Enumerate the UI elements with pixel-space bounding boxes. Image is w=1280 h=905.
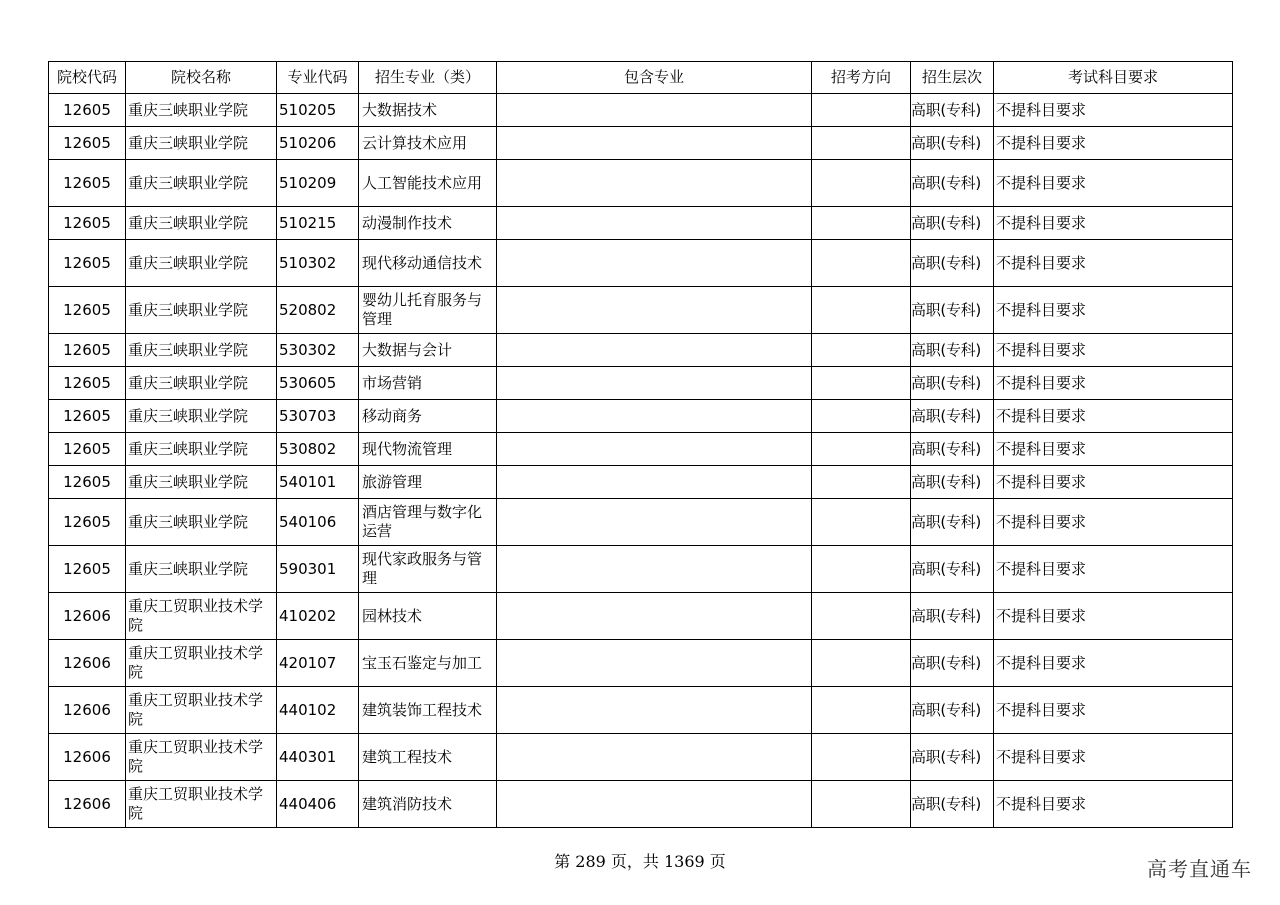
major-cell: 旅游管理 bbox=[359, 466, 497, 499]
level-cell: 高职(专科) bbox=[911, 367, 994, 400]
level-cell: 高职(专科) bbox=[911, 94, 994, 127]
table-row bbox=[49, 546, 1233, 593]
table-row bbox=[49, 433, 1233, 466]
major-cell: 现代物流管理 bbox=[359, 433, 497, 466]
header-row bbox=[49, 62, 1233, 94]
level-cell: 高职(专科) bbox=[911, 433, 994, 466]
direction-cell bbox=[812, 640, 911, 687]
major-cell: 市场营销 bbox=[359, 367, 497, 400]
included-majors-cell bbox=[497, 433, 812, 466]
included-majors-cell bbox=[497, 466, 812, 499]
direction-cell bbox=[812, 367, 911, 400]
included-majors-cell bbox=[497, 367, 812, 400]
header-requirement: 考试科目要求 bbox=[994, 62, 1233, 94]
direction-cell bbox=[812, 546, 911, 593]
school-code-cell: 12605 bbox=[49, 433, 126, 466]
table-row bbox=[49, 781, 1233, 828]
direction-cell bbox=[812, 687, 911, 734]
major-code-cell: 510215 bbox=[277, 207, 359, 240]
major-code-cell: 590301 bbox=[277, 546, 359, 593]
school-code-cell: 12605 bbox=[49, 334, 126, 367]
header-level: 招生层次 bbox=[911, 62, 994, 94]
school-name-cell: 重庆三峡职业学院 bbox=[126, 160, 277, 207]
school-name-cell: 重庆三峡职业学院 bbox=[126, 499, 277, 546]
table-row bbox=[49, 334, 1233, 367]
direction-cell bbox=[812, 207, 911, 240]
school-code-cell: 12605 bbox=[49, 367, 126, 400]
major-code-cell: 410202 bbox=[277, 593, 359, 640]
requirement-cell: 不提科目要求 bbox=[994, 433, 1233, 466]
table-row bbox=[49, 734, 1233, 781]
included-majors-cell bbox=[497, 127, 812, 160]
direction-cell bbox=[812, 499, 911, 546]
direction-cell bbox=[812, 781, 911, 828]
school-code-cell: 12605 bbox=[49, 466, 126, 499]
school-name-cell: 重庆三峡职业学院 bbox=[126, 287, 277, 334]
major-code-cell: 440301 bbox=[277, 734, 359, 781]
major-code-cell: 510209 bbox=[277, 160, 359, 207]
major-cell: 大数据技术 bbox=[359, 94, 497, 127]
included-majors-cell bbox=[497, 207, 812, 240]
level-cell: 高职(专科) bbox=[911, 466, 994, 499]
major-code-cell: 440102 bbox=[277, 687, 359, 734]
major-cell: 云计算技术应用 bbox=[359, 127, 497, 160]
school-code-cell: 12605 bbox=[49, 160, 126, 207]
school-code-cell: 12605 bbox=[49, 127, 126, 160]
requirement-cell: 不提科目要求 bbox=[994, 240, 1233, 287]
major-code-cell: 420107 bbox=[277, 640, 359, 687]
major-cell: 园林技术 bbox=[359, 593, 497, 640]
school-name-cell: 重庆三峡职业学院 bbox=[126, 240, 277, 287]
included-majors-cell bbox=[497, 334, 812, 367]
table-row bbox=[49, 687, 1233, 734]
table-row bbox=[49, 640, 1233, 687]
school-name-cell: 重庆三峡职业学院 bbox=[126, 433, 277, 466]
table-row bbox=[49, 94, 1233, 127]
school-name-cell: 重庆三峡职业学院 bbox=[126, 400, 277, 433]
level-cell: 高职(专科) bbox=[911, 207, 994, 240]
included-majors-cell bbox=[497, 781, 812, 828]
level-cell: 高职(专科) bbox=[911, 334, 994, 367]
requirement-cell: 不提科目要求 bbox=[994, 687, 1233, 734]
major-code-cell: 520802 bbox=[277, 287, 359, 334]
direction-cell bbox=[812, 593, 911, 640]
level-cell: 高职(专科) bbox=[911, 400, 994, 433]
requirement-cell: 不提科目要求 bbox=[994, 207, 1233, 240]
table-row bbox=[49, 466, 1233, 499]
school-name-cell: 重庆三峡职业学院 bbox=[126, 546, 277, 593]
direction-cell bbox=[812, 160, 911, 207]
header-direction: 招考方向 bbox=[812, 62, 911, 94]
requirement-cell: 不提科目要求 bbox=[994, 593, 1233, 640]
header-school-code: 院校代码 bbox=[49, 62, 126, 94]
school-code-cell: 12606 bbox=[49, 593, 126, 640]
school-code-cell: 12606 bbox=[49, 781, 126, 828]
school-name-cell: 重庆工贸职业技术学院 bbox=[126, 593, 277, 640]
direction-cell bbox=[812, 240, 911, 287]
school-name-cell: 重庆工贸职业技术学院 bbox=[126, 687, 277, 734]
table-row bbox=[49, 499, 1233, 546]
major-cell: 宝玉石鉴定与加工 bbox=[359, 640, 497, 687]
school-code-cell: 12605 bbox=[49, 240, 126, 287]
included-majors-cell bbox=[497, 546, 812, 593]
school-code-cell: 12605 bbox=[49, 546, 126, 593]
included-majors-cell bbox=[497, 94, 812, 127]
header-included-majors: 包含专业 bbox=[497, 62, 812, 94]
major-cell: 建筑消防技术 bbox=[359, 781, 497, 828]
watermark: 高考直通车 bbox=[1147, 857, 1252, 881]
school-code-cell: 12606 bbox=[49, 734, 126, 781]
requirement-cell: 不提科目要求 bbox=[994, 334, 1233, 367]
requirement-cell: 不提科目要求 bbox=[994, 127, 1233, 160]
level-cell: 高职(专科) bbox=[911, 240, 994, 287]
major-cell: 酒店管理与数字化运营 bbox=[359, 499, 497, 546]
direction-cell bbox=[812, 287, 911, 334]
requirement-cell: 不提科目要求 bbox=[994, 160, 1233, 207]
level-cell: 高职(专科) bbox=[911, 160, 994, 207]
level-cell: 高职(专科) bbox=[911, 687, 994, 734]
major-cell: 动漫制作技术 bbox=[359, 207, 497, 240]
included-majors-cell bbox=[497, 687, 812, 734]
page-footer: 第 289 页，共 1369 页 bbox=[554, 852, 726, 871]
level-cell: 高职(专科) bbox=[911, 546, 994, 593]
included-majors-cell bbox=[497, 240, 812, 287]
requirement-cell: 不提科目要求 bbox=[994, 640, 1233, 687]
header-major-code: 专业代码 bbox=[277, 62, 359, 94]
table-row bbox=[49, 400, 1233, 433]
school-code-cell: 12606 bbox=[49, 640, 126, 687]
school-code-cell: 12605 bbox=[49, 499, 126, 546]
major-code-cell: 440406 bbox=[277, 781, 359, 828]
school-name-cell: 重庆三峡职业学院 bbox=[126, 367, 277, 400]
school-name-cell: 重庆三峡职业学院 bbox=[126, 94, 277, 127]
requirement-cell: 不提科目要求 bbox=[994, 466, 1233, 499]
school-code-cell: 12605 bbox=[49, 287, 126, 334]
requirement-cell: 不提科目要求 bbox=[994, 499, 1233, 546]
major-code-cell: 510302 bbox=[277, 240, 359, 287]
requirement-cell: 不提科目要求 bbox=[994, 781, 1233, 828]
direction-cell bbox=[812, 94, 911, 127]
school-name-cell: 重庆三峡职业学院 bbox=[126, 334, 277, 367]
requirement-cell: 不提科目要求 bbox=[994, 287, 1233, 334]
major-code-cell: 530605 bbox=[277, 367, 359, 400]
level-cell: 高职(专科) bbox=[911, 127, 994, 160]
school-code-cell: 12605 bbox=[49, 94, 126, 127]
school-code-cell: 12605 bbox=[49, 400, 126, 433]
table-row bbox=[49, 367, 1233, 400]
major-cell: 移动商务 bbox=[359, 400, 497, 433]
table-row bbox=[49, 127, 1233, 160]
major-code-cell: 530302 bbox=[277, 334, 359, 367]
major-code-cell: 510205 bbox=[277, 94, 359, 127]
major-cell: 人工智能技术应用 bbox=[359, 160, 497, 207]
major-cell: 现代家政服务与管理 bbox=[359, 546, 497, 593]
school-name-cell: 重庆工贸职业技术学院 bbox=[126, 640, 277, 687]
table-row bbox=[49, 207, 1233, 240]
direction-cell bbox=[812, 433, 911, 466]
header-school-name: 院校名称 bbox=[126, 62, 277, 94]
major-code-cell: 540101 bbox=[277, 466, 359, 499]
direction-cell bbox=[812, 734, 911, 781]
included-majors-cell bbox=[497, 734, 812, 781]
major-code-cell: 530703 bbox=[277, 400, 359, 433]
school-name-cell: 重庆三峡职业学院 bbox=[126, 127, 277, 160]
header-major: 招生专业（类） bbox=[359, 62, 497, 94]
school-name-cell: 重庆工贸职业技术学院 bbox=[126, 781, 277, 828]
level-cell: 高职(专科) bbox=[911, 734, 994, 781]
major-code-cell: 510206 bbox=[277, 127, 359, 160]
requirement-cell: 不提科目要求 bbox=[994, 367, 1233, 400]
table-row bbox=[49, 287, 1233, 334]
direction-cell bbox=[812, 127, 911, 160]
included-majors-cell bbox=[497, 400, 812, 433]
level-cell: 高职(专科) bbox=[911, 640, 994, 687]
table-row bbox=[49, 240, 1233, 287]
level-cell: 高职(专科) bbox=[911, 593, 994, 640]
school-code-cell: 12605 bbox=[49, 207, 126, 240]
direction-cell bbox=[812, 466, 911, 499]
school-name-cell: 重庆三峡职业学院 bbox=[126, 466, 277, 499]
major-cell: 现代移动通信技术 bbox=[359, 240, 497, 287]
requirement-cell: 不提科目要求 bbox=[994, 400, 1233, 433]
major-cell: 建筑装饰工程技术 bbox=[359, 687, 497, 734]
major-cell: 建筑工程技术 bbox=[359, 734, 497, 781]
included-majors-cell bbox=[497, 593, 812, 640]
school-name-cell: 重庆工贸职业技术学院 bbox=[126, 734, 277, 781]
included-majors-cell bbox=[497, 499, 812, 546]
school-code-cell: 12606 bbox=[49, 687, 126, 734]
level-cell: 高职(专科) bbox=[911, 499, 994, 546]
major-cell: 婴幼儿托育服务与管理 bbox=[359, 287, 497, 334]
school-name-cell: 重庆三峡职业学院 bbox=[126, 207, 277, 240]
major-code-cell: 530802 bbox=[277, 433, 359, 466]
direction-cell bbox=[812, 400, 911, 433]
included-majors-cell bbox=[497, 640, 812, 687]
requirement-cell: 不提科目要求 bbox=[994, 546, 1233, 593]
level-cell: 高职(专科) bbox=[911, 781, 994, 828]
direction-cell bbox=[812, 334, 911, 367]
included-majors-cell bbox=[497, 160, 812, 207]
level-cell: 高职(专科) bbox=[911, 287, 994, 334]
table-row bbox=[49, 160, 1233, 207]
major-code-cell: 540106 bbox=[277, 499, 359, 546]
requirement-cell: 不提科目要求 bbox=[994, 94, 1233, 127]
major-cell: 大数据与会计 bbox=[359, 334, 497, 367]
requirement-cell: 不提科目要求 bbox=[994, 734, 1233, 781]
included-majors-cell bbox=[497, 287, 812, 334]
table-row bbox=[49, 593, 1233, 640]
admissions-table bbox=[48, 61, 1233, 828]
